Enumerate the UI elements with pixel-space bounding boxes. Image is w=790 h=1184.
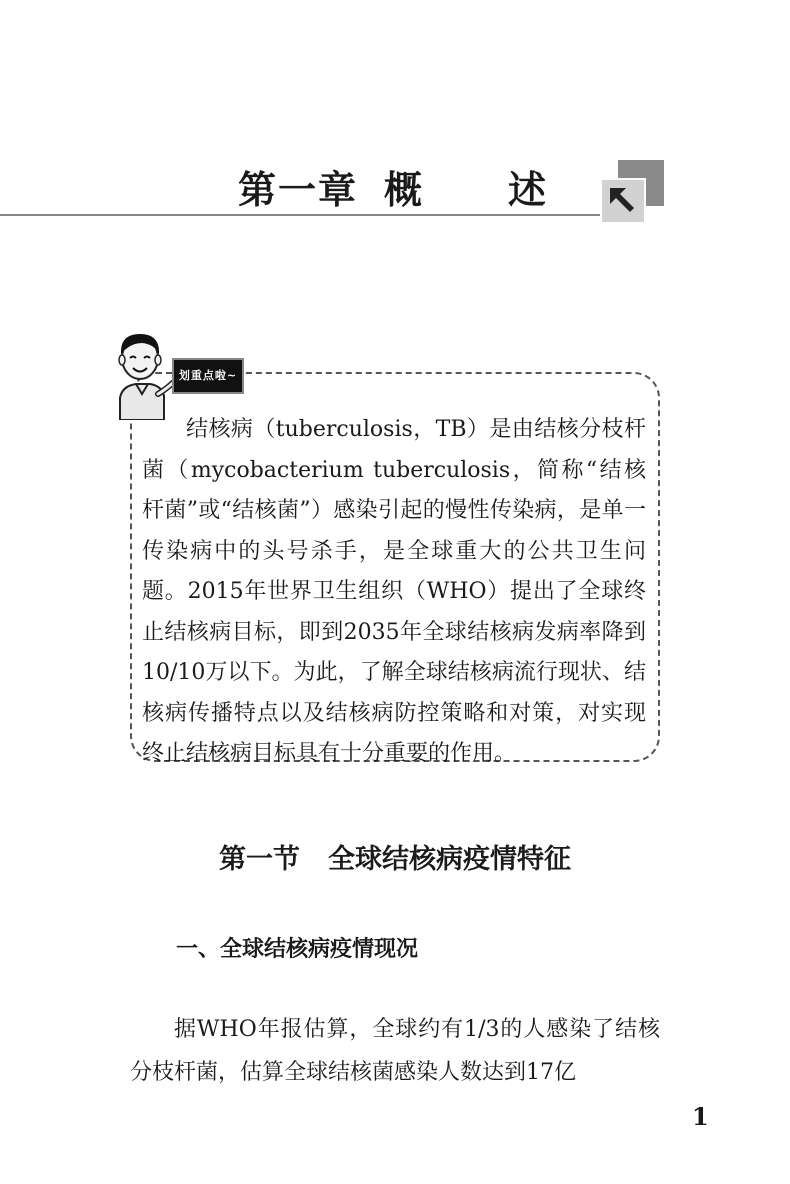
chapter-title-char-1: 概 xyxy=(384,167,425,212)
key-points-text: 结核病（tuberculosis，TB）是由结核分枝杆菌（mycobacterium tuberculosis，简称“结核杆菌”或“结核菌”）感染引起的慢性传染病，是单一传染病中的头号杀手，是全球重大的公共卫生问题。2015年世界卫生组织（WHO）提出了全球终止结核病目标，即到2035年全球结核病发病率降到10/10万以下。为此，了解全球结核病流行现状、结核病传播特点以及结核病防控策略和对策，对实现终止结核病目标具有十分重要的作用。 xyxy=(142,417,646,766)
chapter-title xyxy=(238,166,568,214)
arrow-up-left-icon xyxy=(608,186,638,216)
section-title xyxy=(0,840,790,880)
chapter-title-char-2: 述 xyxy=(508,167,549,212)
chapter-header-rule xyxy=(0,214,606,216)
chapter-corner-arrow-block xyxy=(600,178,646,224)
subsection-title: 一、全球结核病疫情现况 xyxy=(176,937,419,962)
chapter-number: 第一章 xyxy=(238,167,359,212)
key-points-badge: 划重点啦~ xyxy=(172,358,244,394)
section-title-text: 全球结核病疫情特征 xyxy=(328,844,571,875)
body-paragraph: 据WHO年报估算，全球约有1/3的人感染了结核分枝杆菌，估算全球结核菌感染人数达到17亿 xyxy=(130,1017,660,1085)
section-number: 第一节 xyxy=(219,844,300,875)
page-number: 1 xyxy=(692,1102,709,1131)
